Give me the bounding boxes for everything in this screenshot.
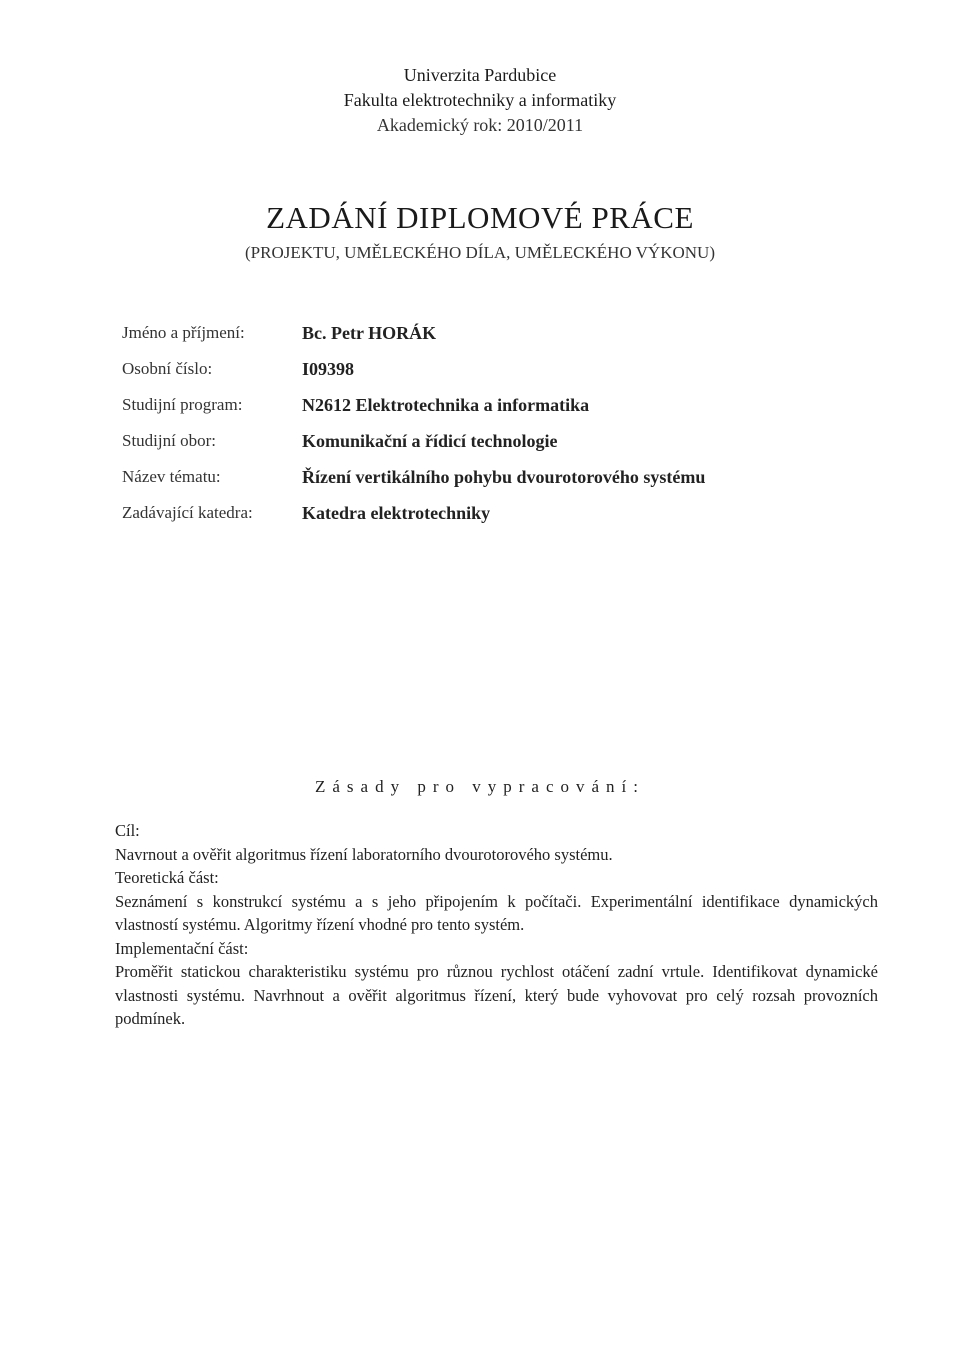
field-label: Studijní obor: (122, 431, 216, 450)
info-row-topic (122, 464, 882, 490)
name-value: Bc. Petr HORÁK (302, 323, 437, 343)
principles-heading: Zásady pro vypracování: (315, 777, 645, 796)
topic-label: Název tématu: (122, 467, 221, 486)
dept-label: Zadávající katedra: (122, 503, 253, 522)
field-value: Komunikační a řídicí technologie (302, 431, 558, 451)
topic-value: Řízení vertikálního pohybu dvourotorového systému (302, 467, 706, 487)
id-label: Osobní číslo: (122, 359, 213, 378)
theory-text: Seznámení s konstrukcí systému a s jeho připojením k počítači. Experimentální identifikace dynamických vlastností systému. Algoritmy řízení vhodné pro tento systém. (115, 891, 878, 934)
info-row-id (122, 356, 882, 382)
document-subtitle: (PROJEKTU, UMĚLECKÉHO DÍLA, UMĚLECKÉHO VÝKONU) (245, 243, 715, 262)
principles-body (115, 819, 878, 1031)
name-label: Jméno a příjmení: (122, 323, 245, 342)
goal-text: Navrnout a ověřit algoritmus řízení laboratorního dvourotorového systému. (115, 844, 613, 864)
info-row-field (122, 428, 882, 454)
id-value: I09398 (302, 359, 355, 379)
goal-label: Cíl: (115, 821, 140, 840)
program-label: Studijní program: (122, 395, 243, 414)
academic-year: Akademický rok: 2010/2011 (376, 115, 584, 135)
university-name: Univerzita Pardubice (403, 65, 557, 85)
info-row-dept (122, 500, 882, 526)
theory-label: Teoretická část: (115, 868, 219, 887)
document-title: ZADÁNÍ DIPLOMOVÉ PRÁCE (266, 200, 694, 235)
impl-label: Implementační část: (115, 938, 249, 958)
faculty-name: Fakulta elektrotechniky a informatiky (343, 90, 617, 110)
program-value: N2612 Elektrotechnika a informatika (302, 395, 590, 415)
info-row-program (122, 392, 882, 418)
dept-value: Katedra elektrotechniky (302, 503, 491, 523)
impl-text: Proměřit statickou charakteristiku systému pro různou rychlost otáčení zadní vrtule. Identifikovat dynamické vlastnosti systému. Navrhnout a ověřit algoritmus řízení, který bude vyhovovat pro celý rozsah provozních podmínek. (115, 962, 878, 1028)
info-row-name (122, 320, 882, 346)
